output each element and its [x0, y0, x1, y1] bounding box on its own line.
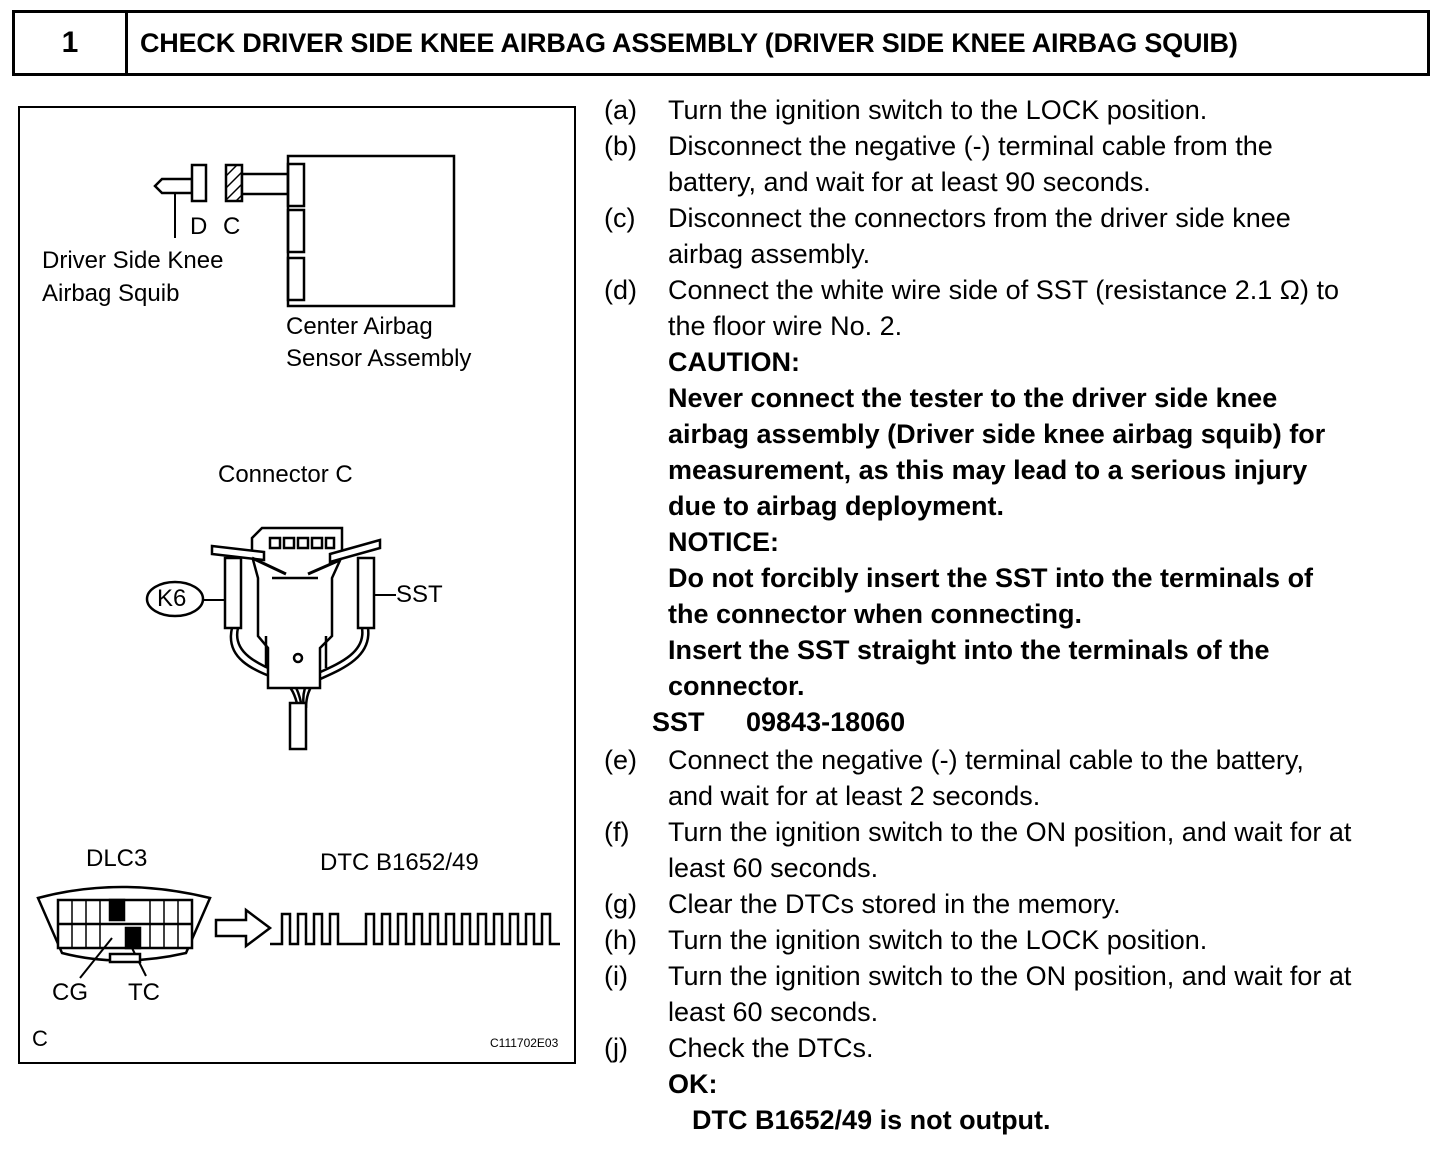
step-text: Turn the ignition switch to the LOCK position. [668, 95, 1208, 125]
label-c: C [223, 213, 241, 240]
sst-label: SST [652, 707, 705, 737]
dtc-waveform [270, 914, 560, 944]
step-label: (c) [604, 203, 636, 233]
step-header [12, 10, 1430, 76]
connector-c-drawing [147, 528, 396, 749]
dlc3-connector [38, 887, 210, 978]
dtc-label: DTC B1652/49 [320, 849, 479, 876]
step-text: Check the DTCs. [668, 1033, 874, 1063]
step-label: (b) [604, 131, 637, 161]
step-text: Connect the negative (-) terminal cable to the battery, [668, 745, 1304, 775]
center-airbag-sensor [288, 156, 454, 306]
connector-wire [242, 174, 288, 194]
step-text: battery, and wait for at least 90 seconds. [668, 167, 1151, 197]
sst-label: SST [396, 581, 443, 608]
step-label: (h) [604, 925, 637, 955]
sst-number: 09843-18060 [746, 707, 906, 737]
diagram-figure [18, 106, 576, 1064]
connector-d [192, 165, 206, 201]
step-label: (e) [604, 745, 637, 775]
tc-label: TC [128, 979, 160, 1006]
step-label: (a) [604, 95, 637, 125]
step-text: Disconnect the negative (-) terminal cable from the [668, 131, 1273, 161]
step-label: (i) [604, 961, 628, 991]
step-text: least 60 seconds. [668, 853, 879, 883]
connector-c [226, 165, 242, 201]
step-text: least 60 seconds. [668, 997, 879, 1027]
squib-plug [155, 179, 192, 193]
label-d: D [190, 213, 208, 240]
step-text: Turn the ignition switch to the ON position, and wait for at [668, 961, 1352, 991]
corner-letter: C [32, 1026, 48, 1051]
arrow-to-dtc [216, 910, 270, 946]
step-text: and wait for at least 2 seconds. [668, 781, 1041, 811]
step-label: (d) [604, 275, 637, 305]
squib-label-line2: Airbag Squib [42, 280, 180, 307]
connector-c-label: Connector C [218, 461, 353, 488]
cg-label: CG [52, 979, 88, 1006]
step-title: CHECK DRIVER SIDE KNEE AIRBAG ASSEMBLY (DRIVER SIDE KNEE AIRBAG SQUIB) [140, 27, 1238, 58]
k6-label: K6 [157, 585, 187, 612]
step-number: 1 [15, 13, 128, 73]
figure-code: C111702E03 [490, 1036, 559, 1050]
step-label: (g) [604, 889, 637, 919]
step-text: Connect the white wire side of SST (resistance 2.1 Ω) to [668, 275, 1339, 305]
sensor-label-line1: Center Airbag [286, 313, 433, 340]
sensor-label-line2: Sensor Assembly [286, 345, 472, 372]
step-text: airbag assembly. [668, 239, 871, 269]
step-text: the floor wire No. 2. [668, 311, 903, 341]
squib-label-line1: Driver Side Knee [42, 247, 224, 274]
step-text: Turn the ignition switch to the LOCK position. [668, 925, 1208, 955]
step-label: (f) [604, 817, 630, 847]
step-text: Disconnect the connectors from the driver side knee [668, 203, 1291, 233]
step-label: (j) [604, 1033, 628, 1063]
step-text: Turn the ignition switch to the ON position, and wait for at [668, 817, 1352, 847]
dlc3-label: DLC3 [86, 845, 148, 872]
step-text: Clear the DTCs stored in the memory. [668, 889, 1121, 919]
